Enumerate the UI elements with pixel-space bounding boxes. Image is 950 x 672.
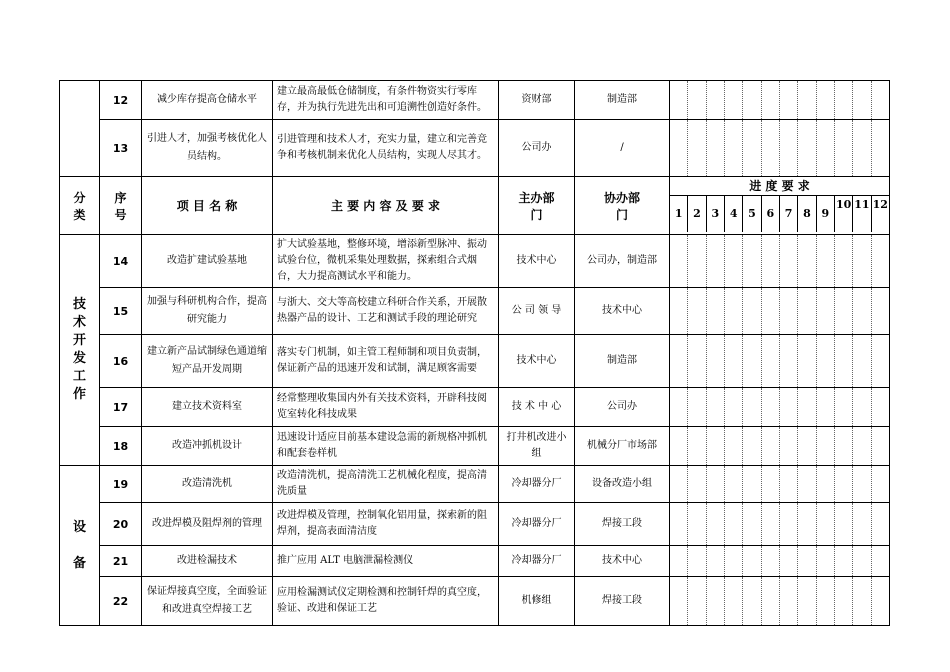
- category-equip: 设备: [60, 466, 100, 626]
- assist-department: 设备改造小组: [575, 466, 670, 503]
- month-label: 10: [835, 196, 853, 232]
- row-number: 13: [100, 120, 142, 177]
- lead-department: 技术中心: [499, 235, 575, 288]
- category-tech: 技术开发工作: [60, 235, 100, 466]
- header-name: 项 目 名 称: [142, 177, 273, 235]
- table-row: [60, 503, 890, 546]
- progress-cell: [670, 466, 890, 503]
- row-number: 22: [100, 577, 142, 626]
- progress-cell: [670, 335, 890, 388]
- table-row: [60, 235, 890, 288]
- lead-department: 技 术 中 心: [499, 388, 575, 427]
- item-content: 改造清洗机，提高清洗工艺机械化程度，提高清洗质量: [273, 466, 499, 503]
- lead-department: 冷却器分厂: [499, 503, 575, 546]
- lead-department: 技术中心: [499, 335, 575, 388]
- table-row: [60, 388, 890, 427]
- month-row: [670, 196, 889, 232]
- header-progress: [670, 177, 890, 235]
- progress-cell: [670, 577, 890, 626]
- category-cell-empty: [60, 81, 100, 177]
- item-content: 推广应用 ALT 电脑泄漏检测仪: [273, 546, 499, 577]
- assist-department: 焊接工段: [575, 577, 670, 626]
- item-content: 经常整理收集国内外有关技术资料，开辟科技阅览室转化科技成果: [273, 388, 499, 427]
- item-name: 建立技术资料室: [142, 388, 273, 427]
- table-row: [60, 427, 890, 466]
- item-name: 改造扩建试验基地: [142, 235, 273, 288]
- item-content: 建立最高最低仓储制度，有条件物资实行零库存，并为执行先进先出和可追溯性创造好条件。: [273, 81, 499, 120]
- month-label: 2: [688, 196, 706, 232]
- header-seq: 序号: [100, 177, 142, 235]
- month-label: 9: [817, 196, 835, 232]
- row-number: 18: [100, 427, 142, 466]
- progress-cell: [670, 81, 890, 120]
- row-number: 21: [100, 546, 142, 577]
- item-name: 改造冲抓机设计: [142, 427, 273, 466]
- progress-title: 进 度 要 求: [670, 177, 889, 196]
- item-name: 建立新产品试制绿色通道缩短产品开发周期: [142, 335, 273, 388]
- progress-cell: [670, 388, 890, 427]
- month-label: 8: [798, 196, 816, 232]
- table-row: [60, 81, 890, 120]
- row-number: 20: [100, 503, 142, 546]
- assist-department: 机械分厂市场部: [575, 427, 670, 466]
- month-label: 11: [853, 196, 871, 232]
- table-row: [60, 546, 890, 577]
- item-name: 改进焊模及阻焊剂的管理: [142, 503, 273, 546]
- lead-department: 公司办: [499, 120, 575, 177]
- lead-department: 资财部: [499, 81, 575, 120]
- progress-cell: [670, 288, 890, 335]
- header-assist: 协办部门: [575, 177, 670, 235]
- lead-department: 冷却器分厂: [499, 466, 575, 503]
- header-content: 主 要 内 容 及 要 求: [273, 177, 499, 235]
- item-content: 迅速设计适应目前基本建设急需的新规格冲抓机和配套卷样机: [273, 427, 499, 466]
- table-row: [60, 466, 890, 503]
- assist-department: 制造部: [575, 335, 670, 388]
- progress-cell: [670, 427, 890, 466]
- header-category: 分类: [60, 177, 100, 235]
- header-lead: 主办部门: [499, 177, 575, 235]
- month-label: 12: [872, 198, 888, 211]
- item-content: 落实专门机制，如主管工程师制和项目负责制，保证新产品的迅速开发和试制，满足顾客需要: [273, 335, 499, 388]
- month-label: 5: [743, 196, 761, 232]
- row-number: 14: [100, 235, 142, 288]
- assist-department: 技术中心: [575, 546, 670, 577]
- assist-department: 公司办: [575, 388, 670, 427]
- progress-cell: [670, 235, 890, 288]
- progress-cell: [670, 120, 890, 177]
- item-content: 与浙大、交大等高校建立科研合作关系，开展散热器产品的设计、工艺和测试手段的理论研究: [273, 288, 499, 335]
- item-content: 扩大试验基地，整修环境，增添新型脉冲、振动试验台位，微机采集处理数据，探索组合式烟台，大力提高测试水平和能力。: [273, 235, 499, 288]
- assist-department: 制造部: [575, 81, 670, 120]
- assist-department: /: [575, 120, 670, 177]
- lead-department: 打井机改进小组: [499, 427, 575, 466]
- item-content: 应用检漏测试仪定期检测和控制钎焊的真空度，验证、改进和保证工艺: [273, 577, 499, 626]
- progress-cell: [670, 503, 890, 546]
- plan-table: [59, 80, 890, 626]
- item-name: 减少库存提高仓储水平: [142, 81, 273, 120]
- assist-department: 技术中心: [575, 288, 670, 335]
- table-row: [60, 335, 890, 388]
- item-name: 引进人才，加强考核优化人员结构。: [142, 120, 273, 177]
- assist-department: 焊接工段: [575, 503, 670, 546]
- month-label: 1: [670, 196, 688, 232]
- header-row: [60, 177, 890, 235]
- item-name: 改进检漏技术: [142, 546, 273, 577]
- month-label: 3: [707, 196, 725, 232]
- item-name: 加强与科研机构合作，提高研究能力: [142, 288, 273, 335]
- row-number: 19: [100, 466, 142, 503]
- assist-department: 公司办，制造部: [575, 235, 670, 288]
- row-number: 15: [100, 288, 142, 335]
- table-row: [60, 288, 890, 335]
- row-number: 17: [100, 388, 142, 427]
- item-name: 改造清洗机: [142, 466, 273, 503]
- table-row: [60, 120, 890, 177]
- item-content: 改进焊模及管理，控制氧化铝用量，探索新的阻焊剂，提高表面清洁度: [273, 503, 499, 546]
- lead-department: 冷却器分厂: [499, 546, 575, 577]
- row-number: 16: [100, 335, 142, 388]
- month-label: 4: [725, 196, 743, 232]
- lead-department: 公 司 领 导: [499, 288, 575, 335]
- lead-department: 机修组: [499, 577, 575, 626]
- row-number: 12: [100, 81, 142, 120]
- item-name: 保证焊接真空度，全面验证和改进真空焊接工艺: [142, 577, 273, 626]
- progress-cell: [670, 546, 890, 577]
- month-label: 7: [780, 196, 798, 232]
- month-label: 6: [762, 196, 780, 232]
- item-content: 引进管理和技术人才，充实力量，建立和完善竞争和考核机制来优化人员结构，实现人尽其才。: [273, 120, 499, 177]
- table-row: [60, 577, 890, 626]
